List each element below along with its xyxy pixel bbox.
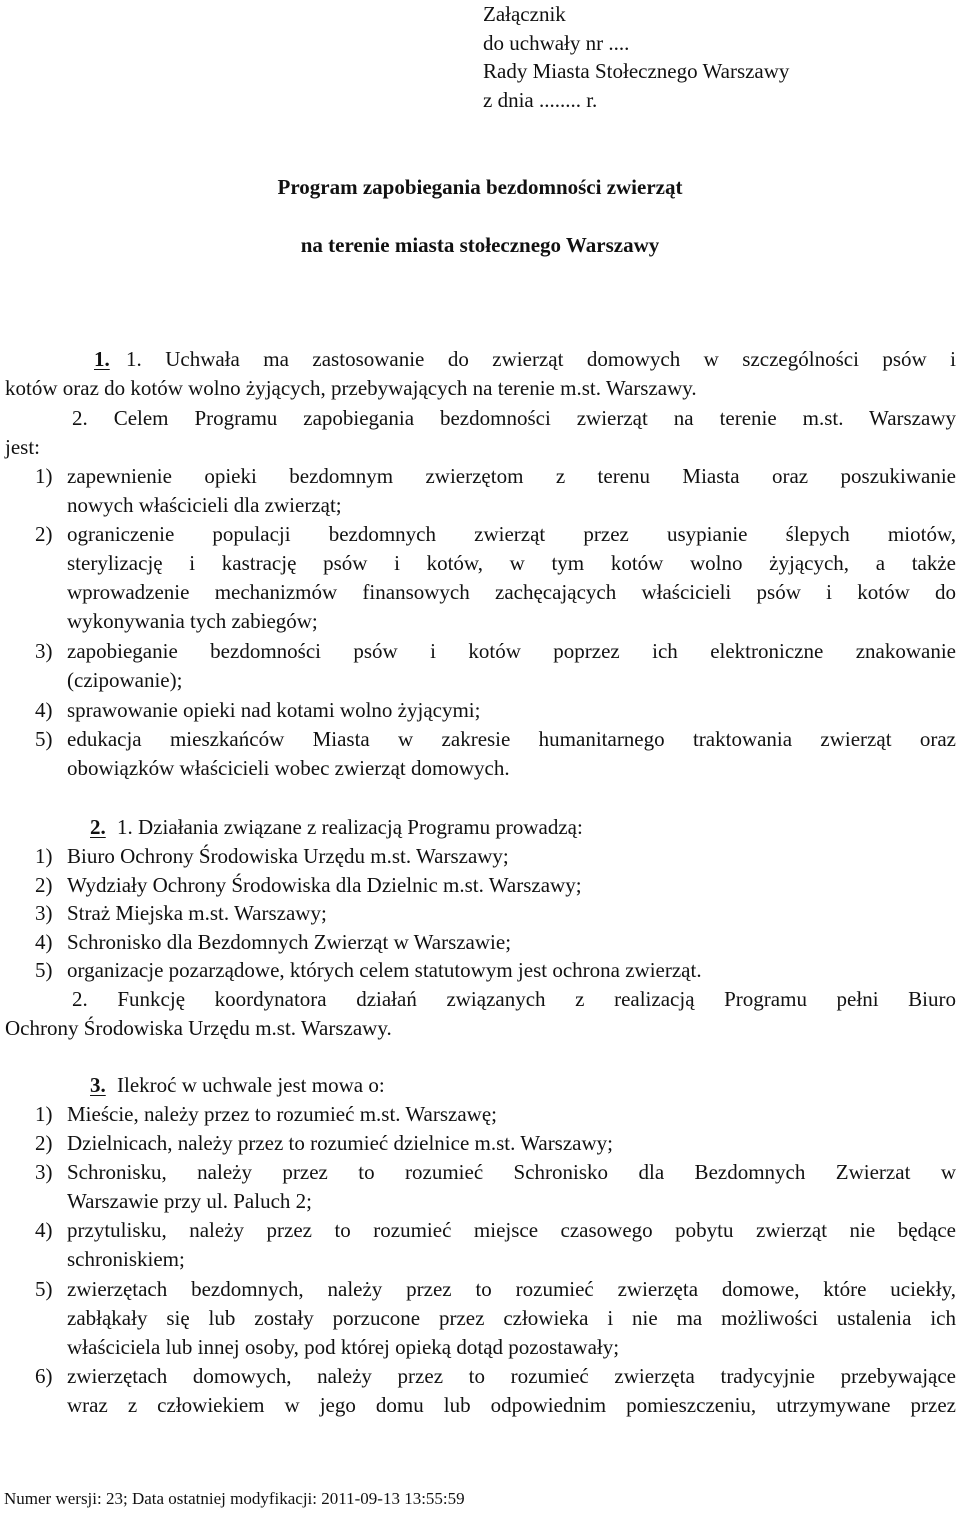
list-item-text <box>67 899 956 928</box>
list-item-line: Mieście, należy przez to rozumieć m.st. Warszawę; <box>67 1102 497 1126</box>
list-item-line: Dzielnicach, należy przez to rozumieć dzielnice m.st. Warszawy; <box>67 1131 613 1156</box>
list-item-number: 3) <box>35 901 53 926</box>
list-item-line: Biuro Ochrony Środowiska Urzędu m.st. Warszawy; <box>67 844 509 868</box>
list-item-line: nowych właścicieli dla zwierząt; <box>67 493 342 517</box>
annex-line: z dnia ........ r. <box>483 87 598 112</box>
list-item-line: organizacje pozarządowe, których celem statutowym jest ochrona zwierząt. <box>67 958 702 983</box>
list-item <box>5 899 956 928</box>
list-item-number: 5) <box>35 958 53 983</box>
list-item-text <box>67 1158 956 1216</box>
document-subtitle: na terenie miasta stołecznego Warszawy <box>300 233 660 257</box>
list-item-number: 5) <box>35 726 53 751</box>
list-item-line: obowiązków właścicieli wobec zwierząt domowych. <box>67 755 510 780</box>
list-item-line: wraz z człowiekiem w jego domu lub odpowiednim pomieszczeniu, utrzymywane przez <box>67 1392 956 1417</box>
section-1-marker <box>94 345 110 374</box>
list-item-number: 4) <box>35 697 53 722</box>
document-title: Program zapobiegania bezdomności zwierząt <box>277 175 683 199</box>
list-item-text <box>67 637 956 695</box>
list-item-line: Warszawie przy ul. Paluch 2; <box>67 1189 312 1214</box>
list-item-line: Schronisku, należy przez to rozumieć Schronisko dla Bezdomnych Zwierzat w <box>67 1160 956 1185</box>
section-3-marker <box>90 1071 106 1100</box>
annex-header <box>483 0 789 114</box>
section-number: 3. <box>90 1073 106 1097</box>
annex-line: Rady Miasta Stołecznego Warszawy <box>483 59 790 83</box>
list-item-text <box>67 1129 956 1158</box>
list-item-number: 2) <box>35 872 53 897</box>
list-item-text <box>67 956 956 985</box>
list-item-number: 4) <box>35 929 53 954</box>
annex-line: do uchwały nr .... <box>483 30 630 55</box>
list-item-number: 1) <box>35 464 53 488</box>
section-number: 2. <box>90 815 106 839</box>
list-item-line: ograniczenie populacji bezdomnych zwierząt przez usypianie ślepych miotów, <box>67 522 956 547</box>
list-item-line: przytulisku, należy przez to rozumieć miejsce czasowego pobytu zwierząt nie będące <box>67 1218 956 1243</box>
section-2-paragraph-1-lead: 1. Działania związane z realizacją Programu prowadzą: <box>117 815 583 839</box>
list-item-line: zwierzętach bezdomnych, należy przez to rozumieć zwierzęta domowe, które uciekły, <box>67 1276 956 1301</box>
list-item-number: 6) <box>35 1363 53 1388</box>
list-item-number: 3) <box>35 1160 53 1185</box>
list-item-text <box>67 696 956 725</box>
section-2-marker <box>90 813 106 842</box>
list-item-number: 2) <box>35 1131 53 1156</box>
list-item-line: Schronisko dla Bezdomnych Zwierząt w Warszawie; <box>67 929 512 954</box>
list-item-number: 3) <box>35 639 53 664</box>
list-item-line: wykonywania tych zabiegów; <box>67 609 318 634</box>
list-item-number: 4) <box>35 1218 53 1243</box>
section-1-paragraph-1-line-1: 1. Uchwała ma zastosowanie do zwierząt domowych w szczególności psów i <box>126 347 956 371</box>
list-item-line: zapobieganie bezdomności psów i kotów poprzez ich elektroniczne znakowanie <box>67 639 956 664</box>
list-item-line: Straż Miejska m.st. Warszawy; <box>67 901 327 926</box>
list-item <box>5 956 956 985</box>
list-item-text <box>67 928 956 957</box>
list-item <box>5 871 956 900</box>
list-item-line: edukacja mieszkańców Miasta w zakresie humanitarnego traktowania zwierząt oraz <box>67 726 956 751</box>
version-footer: Numer wersji: 23; Data ostatniej modyfikacji: 2011-09-13 13:55:59 <box>4 1489 465 1508</box>
list-item-number: 1) <box>35 844 53 868</box>
list-item-number: 1) <box>35 1102 53 1126</box>
list-item-text <box>67 1275 956 1362</box>
section-3-lead: Ilekroć w uchwale jest mowa o: <box>117 1073 385 1097</box>
list-item <box>5 1216 956 1274</box>
list-item-text <box>67 1216 956 1274</box>
list-item <box>5 1100 956 1129</box>
section-1-paragraph-1-line-2: kotów oraz do kotów wolno żyjących, przebywających na terenie m.st. Warszawy. <box>5 376 697 400</box>
section-number: 1. <box>94 347 110 371</box>
list-item-line: zwierzętach domowych, należy przez to rozumieć zwierzęta tradycyjnie przebywające <box>67 1363 956 1388</box>
list-item <box>5 1362 956 1420</box>
list-item-text <box>67 871 956 900</box>
list-item-line: Wydziały Ochrony Środowiska dla Dzielnic m.st. Warszawy; <box>67 872 582 897</box>
list-item-text <box>67 842 956 871</box>
section-2-paragraph-2-line-2: Ochrony Środowiska Urzędu m.st. Warszawy. <box>5 1016 392 1040</box>
annex-line: Załącznik <box>483 2 566 26</box>
list-item <box>5 1129 956 1158</box>
list-item-number: 5) <box>35 1276 53 1301</box>
list-item <box>5 928 956 957</box>
list-item <box>5 520 956 637</box>
list-item <box>5 842 956 871</box>
list-item-line: sterylizację i kastrację psów i kotów, w tym kotów wolno żyjących, a także <box>67 551 956 576</box>
list-item-text <box>67 520 956 636</box>
list-item-line: właściciela lub innej osoby, pod której opieką dotąd pozostawały; <box>67 1334 620 1359</box>
list-item <box>5 725 956 783</box>
list-item-line: zabłąkały się lub zostały porzucone przez człowieka i nie ma możliwości ustalenia ich <box>67 1305 956 1330</box>
list-item-line: (czipowanie); <box>67 668 183 693</box>
list-item-number: 2) <box>35 522 53 547</box>
list-item <box>5 637 956 695</box>
list-item <box>5 462 956 520</box>
list-item <box>5 696 956 725</box>
list-item-text <box>67 462 956 520</box>
list-item-text <box>67 1362 956 1420</box>
list-item-text <box>67 725 956 783</box>
list-item-line: schroniskiem; <box>67 1247 185 1272</box>
list-item <box>5 1275 956 1362</box>
section-1-paragraph-2-line-2: jest: <box>5 435 40 459</box>
list-item-line: zapewnienie opieki bezdomnym zwierzętom z terenu Miasta oraz poszukiwanie <box>67 464 956 488</box>
list-item-line: sprawowanie opieki nad kotami wolno żyjącymi; <box>67 697 481 722</box>
list-item-line: wprowadzenie mechanizmów finansowych zachęcających właścicieli psów i kotów do <box>67 580 956 605</box>
list-item-text <box>67 1100 956 1129</box>
section-1-paragraph-2-line-1: 2. Celem Programu zapobiegania bezdomności zwierząt na terenie m.st. Warszawy <box>72 406 956 430</box>
section-2-paragraph-2-line-1: 2. Funkcję koordynatora działań związanych z realizacją Programu pełni Biuro <box>72 987 956 1011</box>
list-item <box>5 1158 956 1216</box>
